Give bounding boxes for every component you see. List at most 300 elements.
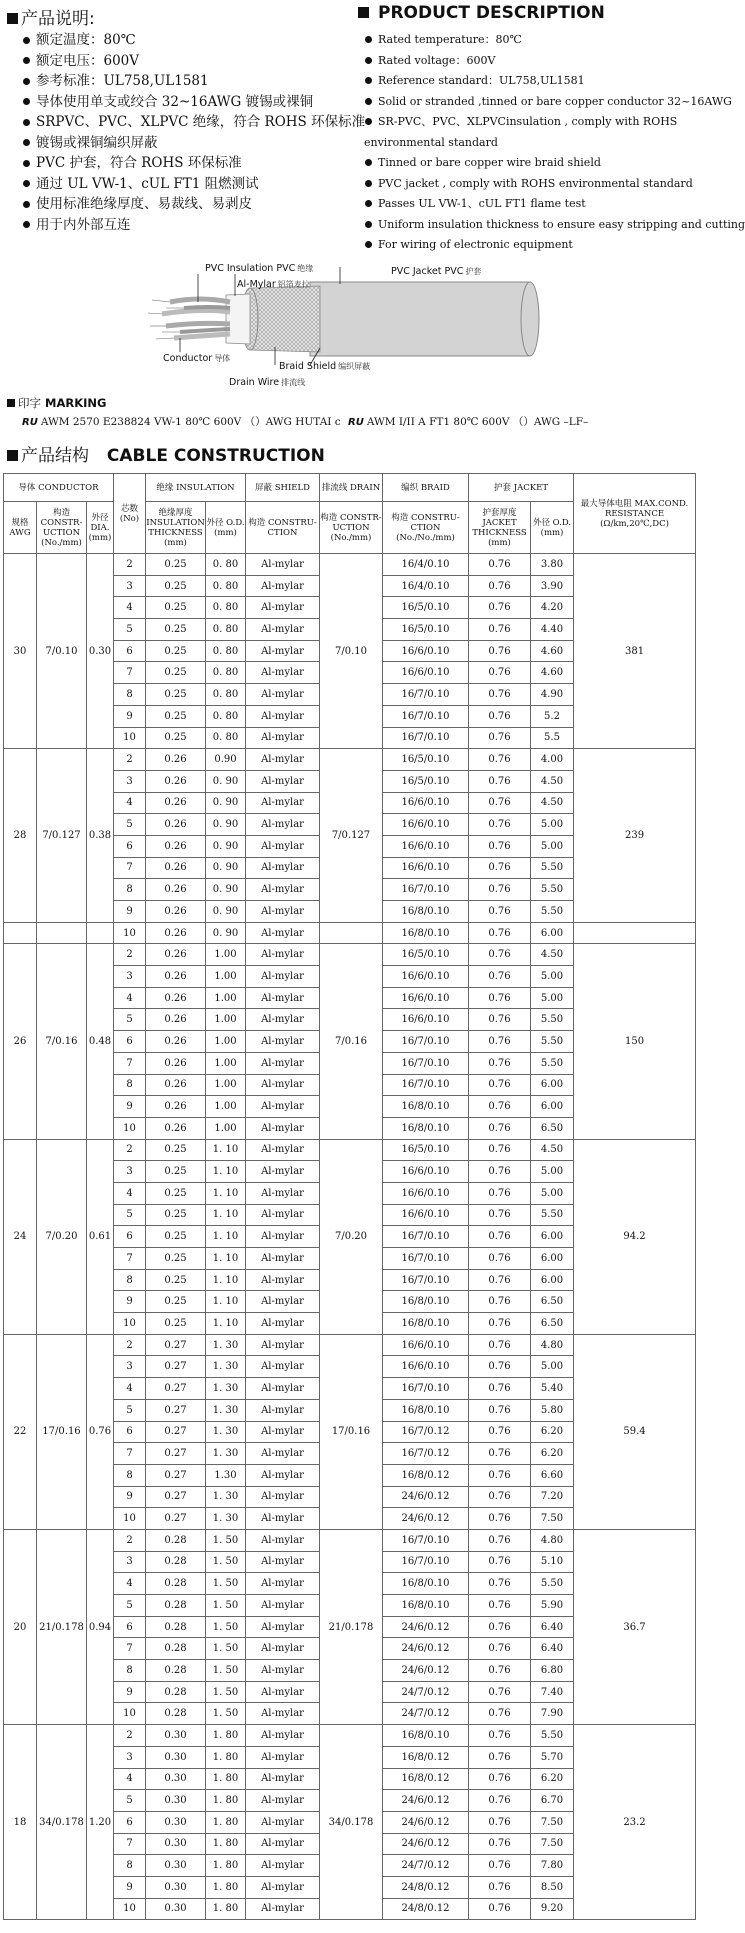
cell-cores: 6 xyxy=(114,1421,146,1443)
cell-braid: 16/5/0.10 xyxy=(383,1139,469,1161)
label-conductor: Conductor 导体 xyxy=(163,353,231,364)
cable-construction-table xyxy=(3,473,696,1920)
cell-cores: 10 xyxy=(114,1703,146,1725)
cell-ins-thick: 0.26 xyxy=(146,1074,206,1096)
cell-awg: 20 xyxy=(4,1529,37,1724)
cell-drain: 21/0.178 xyxy=(320,1529,383,1724)
cell-shield: Al-mylar xyxy=(246,1356,320,1378)
cell-jacket-od: 4.50 xyxy=(531,944,574,966)
header-shield-constr: 构造 CONSTRU-CTION xyxy=(246,502,320,554)
cell-shield: Al-mylar xyxy=(246,1768,320,1790)
cell-ins-od: 0.90 xyxy=(206,749,246,771)
header-jacket-od: 外径 O.D. (mm) xyxy=(531,502,574,554)
cell-jacket-od: 4.80 xyxy=(531,1529,574,1551)
cell-braid: 16/4/0.10 xyxy=(383,575,469,597)
cell-awg: 18 xyxy=(4,1725,37,1920)
cell-cores: 9 xyxy=(114,1486,146,1508)
cell-braid: 16/8/0.12 xyxy=(383,1746,469,1768)
cell-jacket-thick: 0.76 xyxy=(469,1595,531,1617)
cell-cond-constr: 34/0.178 xyxy=(37,1725,87,1920)
cell-ins-thick: 0.25 xyxy=(146,1161,206,1183)
bullet-icon xyxy=(365,77,372,84)
cell-cores: 8 xyxy=(114,1660,146,1682)
cell-ins-od: 0. 80 xyxy=(206,684,246,706)
cell-ins-thick: 0.26 xyxy=(146,1096,206,1118)
bullet-icon xyxy=(365,159,372,166)
cell-drain: 7/0.127 xyxy=(320,749,383,923)
cell-shield: Al-mylar xyxy=(246,1725,320,1747)
cell-braid: 16/6/0.10 xyxy=(383,1204,469,1226)
bullet-icon xyxy=(365,221,372,228)
cell-ins-od: 1. 50 xyxy=(206,1660,246,1682)
cell-ins-od: 1. 50 xyxy=(206,1638,246,1660)
cell-shield: Al-mylar xyxy=(246,684,320,706)
cell-jacket-thick: 0.76 xyxy=(469,1551,531,1573)
cell-jacket-thick: 0.76 xyxy=(469,1746,531,1768)
cell-ins-thick: 0.30 xyxy=(146,1833,206,1855)
cell-braid: 16/7/0.10 xyxy=(383,684,469,706)
bullet-icon xyxy=(365,57,372,64)
cell-cond-constr: 7/0.127 xyxy=(37,749,87,923)
cell-braid: 16/6/0.10 xyxy=(383,857,469,879)
cell-ins-od: 0. 80 xyxy=(206,727,246,749)
cell-ins-od: 0. 80 xyxy=(206,640,246,662)
cell-jacket-thick: 0.76 xyxy=(469,922,531,944)
cell-braid: 16/6/0.10 xyxy=(383,1182,469,1204)
cell-shield: Al-mylar xyxy=(246,966,320,988)
cell-ins-od: 0. 90 xyxy=(206,792,246,814)
cell-cores: 7 xyxy=(114,1443,146,1465)
cell-shield: Al-mylar xyxy=(246,1182,320,1204)
table-row xyxy=(4,1139,696,1161)
cell-cond-constr: 7/0.20 xyxy=(37,1139,87,1334)
cell-shield: Al-mylar xyxy=(246,1334,320,1356)
cell-jacket-thick: 0.76 xyxy=(469,1638,531,1660)
cell-jacket-od: 4.20 xyxy=(531,597,574,619)
bullet-icon xyxy=(23,57,30,64)
cell-ins-od: 1. 50 xyxy=(206,1529,246,1551)
cell-jacket-thick: 0.76 xyxy=(469,1464,531,1486)
cell-ins-od: 0. 90 xyxy=(206,901,246,923)
cell-jacket-od: 5.80 xyxy=(531,1399,574,1421)
cell-jacket-thick: 0.76 xyxy=(469,1052,531,1074)
cell-jacket-od: 6.20 xyxy=(531,1443,574,1465)
desc-cn-list xyxy=(22,30,365,235)
cell-cores: 8 xyxy=(114,879,146,901)
cell-jacket-od: 6.50 xyxy=(531,1291,574,1313)
cell-cores: 4 xyxy=(114,1378,146,1400)
cell-resistance: 150 xyxy=(574,944,696,1139)
cell-jacket-od: 7.80 xyxy=(531,1855,574,1877)
cell-jacket-od: 4.60 xyxy=(531,640,574,662)
cell-cores: 5 xyxy=(114,1595,146,1617)
cell-ins-thick: 0.28 xyxy=(146,1638,206,1660)
cell-shield: Al-mylar xyxy=(246,1551,320,1573)
cell-ins-od: 1. 50 xyxy=(206,1551,246,1573)
list-item: PVC jacket , comply with ROHS environmental standard xyxy=(364,174,694,195)
cell-ins-od: 0. 80 xyxy=(206,705,246,727)
cell-jacket-thick: 0.76 xyxy=(469,554,531,576)
ul-logo-icon: RU xyxy=(348,417,364,428)
cell-shield: Al-mylar xyxy=(246,1681,320,1703)
header-ins-thick: 绝缘厚度 INSULATION THICKNESS (mm) xyxy=(146,502,206,554)
cell-jacket-thick: 0.76 xyxy=(469,1031,531,1053)
cell-jacket-od: 7.40 xyxy=(531,1681,574,1703)
cell-jacket-thick: 0.76 xyxy=(469,1248,531,1270)
cell-jacket-thick: 0.76 xyxy=(469,749,531,771)
empty-cell xyxy=(574,922,696,944)
cell-cores: 6 xyxy=(114,640,146,662)
cell-jacket-od: 4.50 xyxy=(531,770,574,792)
cell-cores: 6 xyxy=(114,1226,146,1248)
cell-cores: 4 xyxy=(114,1768,146,1790)
cell-ins-od: 0. 90 xyxy=(206,770,246,792)
cell-shield: Al-mylar xyxy=(246,1378,320,1400)
cell-cores: 2 xyxy=(114,554,146,576)
cell-braid: 16/5/0.10 xyxy=(383,770,469,792)
bullet-icon xyxy=(365,180,372,187)
cell-braid: 16/5/0.10 xyxy=(383,597,469,619)
cell-ins-od: 1. 10 xyxy=(206,1182,246,1204)
cell-jacket-od: 5.5 xyxy=(531,727,574,749)
cell-braid: 16/7/0.10 xyxy=(383,1052,469,1074)
cell-jacket-thick: 0.76 xyxy=(469,879,531,901)
braid-shield-shape xyxy=(250,286,320,352)
cell-braid: 16/8/0.10 xyxy=(383,901,469,923)
cell-ins-thick: 0.26 xyxy=(146,901,206,923)
cell-ins-od: 0. 80 xyxy=(206,619,246,641)
cell-cores: 3 xyxy=(114,1746,146,1768)
cell-braid: 16/7/0.10 xyxy=(383,879,469,901)
cell-ins-thick: 0.26 xyxy=(146,749,206,771)
cell-cores: 5 xyxy=(114,1009,146,1031)
list-item: 用于内外部互连 xyxy=(22,215,365,236)
bullet-icon xyxy=(23,221,30,228)
cell-shield: Al-mylar xyxy=(246,857,320,879)
cell-braid: 24/6/0.12 xyxy=(383,1508,469,1530)
cell-braid: 24/6/0.12 xyxy=(383,1660,469,1682)
empty-cell xyxy=(37,922,87,944)
cell-jacket-od: 6.20 xyxy=(531,1768,574,1790)
table-row xyxy=(4,1334,696,1356)
header-jacket: 护套 JACKET xyxy=(469,474,574,502)
cell-jacket-thick: 0.76 xyxy=(469,1226,531,1248)
header-awg: 规格 AWG xyxy=(4,502,37,554)
cell-ins-od: 1. 50 xyxy=(206,1573,246,1595)
cell-jacket-thick: 0.76 xyxy=(469,901,531,923)
cell-ins-od: 1.00 xyxy=(206,1031,246,1053)
list-item: SR-PVC、PVC、XLPVCinsulation , comply with ROHS environmental standard xyxy=(364,115,678,149)
cell-ins-thick: 0.27 xyxy=(146,1508,206,1530)
cell-ins-thick: 0.26 xyxy=(146,770,206,792)
cell-jacket-od: 4.90 xyxy=(531,684,574,706)
cell-ins-thick: 0.25 xyxy=(146,1226,206,1248)
cell-jacket-od: 6.60 xyxy=(531,1464,574,1486)
cell-shield: Al-mylar xyxy=(246,749,320,771)
cell-jacket-thick: 0.76 xyxy=(469,640,531,662)
cell-ins-thick: 0.27 xyxy=(146,1356,206,1378)
pvc-jacket-shape xyxy=(310,282,535,356)
label-al-mylar: Al-Mylar 铝箔麦拉 xyxy=(237,279,310,290)
cell-jacket-thick: 0.76 xyxy=(469,1790,531,1812)
cell-braid: 16/6/0.10 xyxy=(383,662,469,684)
cell-shield: Al-mylar xyxy=(246,1746,320,1768)
cell-ins-thick: 0.27 xyxy=(146,1334,206,1356)
cell-ins-thick: 0.25 xyxy=(146,619,206,641)
cell-ins-od: 1. 50 xyxy=(206,1616,246,1638)
empty-cell xyxy=(87,922,114,944)
label-drain-wire: Drain Wire 排流线 xyxy=(229,377,306,388)
cell-jacket-thick: 0.76 xyxy=(469,1616,531,1638)
cell-braid: 16/8/0.12 xyxy=(383,1768,469,1790)
cell-cores: 9 xyxy=(114,705,146,727)
cell-ins-od: 1.00 xyxy=(206,1052,246,1074)
cell-jacket-thick: 0.76 xyxy=(469,1117,531,1139)
cell-ins-od: 1. 50 xyxy=(206,1595,246,1617)
cell-ins-thick: 0.30 xyxy=(146,1876,206,1898)
cell-jacket-thick: 0.76 xyxy=(469,1725,531,1747)
cell-jacket-od: 5.10 xyxy=(531,1551,574,1573)
cell-jacket-od: 7.50 xyxy=(531,1811,574,1833)
cell-cores: 6 xyxy=(114,1031,146,1053)
header-drain-constr: 构造 CONSTR-UCTION (No./mm) xyxy=(320,502,383,554)
cell-jacket-thick: 0.76 xyxy=(469,987,531,1009)
cell-shield: Al-mylar xyxy=(246,1009,320,1031)
bullet-icon xyxy=(365,118,372,125)
cell-ins-od: 1. 80 xyxy=(206,1876,246,1898)
cell-resistance: 23.2 xyxy=(574,1725,696,1920)
cell-braid: 16/8/0.10 xyxy=(383,1595,469,1617)
cell-ins-od: 1. 30 xyxy=(206,1356,246,1378)
cell-braid: 16/6/0.10 xyxy=(383,1334,469,1356)
cell-braid: 16/6/0.10 xyxy=(383,814,469,836)
cell-jacket-thick: 0.76 xyxy=(469,1161,531,1183)
list-item: Rated temperature：80℃ xyxy=(364,30,694,51)
cell-cond-dia: 0.48 xyxy=(87,944,114,1139)
cell-cores: 7 xyxy=(114,857,146,879)
cell-shield: Al-mylar xyxy=(246,640,320,662)
cell-shield: Al-mylar xyxy=(246,901,320,923)
table-row xyxy=(4,554,696,576)
cell-shield: Al-mylar xyxy=(246,1313,320,1335)
cell-shield: Al-mylar xyxy=(246,814,320,836)
cell-drain: 7/0.16 xyxy=(320,944,383,1139)
header-cond-dia: 外径 DIA. (mm) xyxy=(87,502,114,554)
cell-jacket-thick: 0.76 xyxy=(469,662,531,684)
cell-shield: Al-mylar xyxy=(246,597,320,619)
cell-cores: 5 xyxy=(114,814,146,836)
cell-braid: 24/7/0.12 xyxy=(383,1855,469,1877)
cell-cores: 7 xyxy=(114,1833,146,1855)
list-item: 通过 UL VW-1、cUL FT1 阻燃测试 xyxy=(22,174,365,195)
cell-resistance: 381 xyxy=(574,554,696,749)
cell-shield: Al-mylar xyxy=(246,575,320,597)
table-row xyxy=(4,1529,696,1551)
cell-cond-constr: 21/0.178 xyxy=(37,1529,87,1724)
cell-resistance: 94.2 xyxy=(574,1139,696,1334)
cell-shield: Al-mylar xyxy=(246,1811,320,1833)
cell-braid: 16/6/0.10 xyxy=(383,966,469,988)
cell-cores: 5 xyxy=(114,1204,146,1226)
cell-jacket-thick: 0.76 xyxy=(469,1074,531,1096)
cell-cores: 3 xyxy=(114,770,146,792)
cell-shield: Al-mylar xyxy=(246,1117,320,1139)
cell-shield: Al-mylar xyxy=(246,1876,320,1898)
cell-shield: Al-mylar xyxy=(246,554,320,576)
cell-ins-thick: 0.27 xyxy=(146,1421,206,1443)
cell-cores: 5 xyxy=(114,1399,146,1421)
cell-shield: Al-mylar xyxy=(246,1660,320,1682)
cell-jacket-od: 6.50 xyxy=(531,1117,574,1139)
cell-cond-dia: 1.20 xyxy=(87,1725,114,1920)
empty-cell xyxy=(4,922,37,944)
cell-braid: 16/6/0.10 xyxy=(383,987,469,1009)
cell-cores: 2 xyxy=(114,1725,146,1747)
cell-jacket-od: 5.00 xyxy=(531,1182,574,1204)
cell-ins-od: 1. 10 xyxy=(206,1204,246,1226)
bullet-icon xyxy=(365,36,372,43)
cell-jacket-od: 6.00 xyxy=(531,1074,574,1096)
cell-shield: Al-mylar xyxy=(246,1638,320,1660)
cell-jacket-thick: 0.76 xyxy=(469,619,531,641)
cell-drain: 7/0.10 xyxy=(320,554,383,749)
cell-drain: 17/0.16 xyxy=(320,1334,383,1529)
cell-ins-thick: 0.26 xyxy=(146,1031,206,1053)
cell-ins-thick: 0.25 xyxy=(146,1182,206,1204)
cell-ins-thick: 0.30 xyxy=(146,1855,206,1877)
cell-cores: 6 xyxy=(114,835,146,857)
cell-ins-od: 0. 90 xyxy=(206,879,246,901)
cell-ins-thick: 0.26 xyxy=(146,944,206,966)
cell-ins-od: 0. 80 xyxy=(206,662,246,684)
cell-ins-thick: 0.26 xyxy=(146,1009,206,1031)
cell-shield: Al-mylar xyxy=(246,987,320,1009)
cell-jacket-thick: 0.76 xyxy=(469,1681,531,1703)
jacket-end-shape xyxy=(521,282,539,356)
cell-drain: 34/0.178 xyxy=(320,1725,383,1920)
cell-ins-thick: 0.28 xyxy=(146,1703,206,1725)
cell-cores: 9 xyxy=(114,901,146,923)
conductor-strands xyxy=(148,300,184,339)
cell-cond-constr: 7/0.10 xyxy=(37,554,87,749)
cell-ins-thick: 0.27 xyxy=(146,1443,206,1465)
cell-ins-od: 0. 80 xyxy=(206,554,246,576)
marking-text: RU AWM 2570 E238824 VW-1 80℃ 600V （）AWG HUTAI c RU AWM I/II A FT1 80℃ 600V （）AWG –LF– xyxy=(22,416,589,428)
cell-jacket-od: 4.40 xyxy=(531,619,574,641)
cell-ins-thick: 0.26 xyxy=(146,879,206,901)
cell-shield: Al-mylar xyxy=(246,1529,320,1551)
list-item: Passes UL VW-1、cUL FT1 flame test xyxy=(364,194,694,215)
bullet-icon xyxy=(23,119,30,126)
cell-jacket-od: 5.50 xyxy=(531,1009,574,1031)
cell-jacket-od: 7.90 xyxy=(531,1703,574,1725)
cell-jacket-od: 5.00 xyxy=(531,835,574,857)
list-item: 导体使用单支或绞合 32~16AWG 镀锡或裸铜 xyxy=(22,92,365,113)
cell-cores: 9 xyxy=(114,1096,146,1118)
marking-title: 印字 MARKING xyxy=(7,395,106,411)
cell-jacket-thick: 0.76 xyxy=(469,770,531,792)
cell-jacket-od: 6.00 xyxy=(531,1226,574,1248)
cell-jacket-od: 5.90 xyxy=(531,1595,574,1617)
cell-ins-od: 0. 80 xyxy=(206,575,246,597)
cell-resistance: 239 xyxy=(574,749,696,923)
cell-shield: Al-mylar xyxy=(246,1074,320,1096)
cell-cores: 2 xyxy=(114,1334,146,1356)
cell-ins-od: 1.00 xyxy=(206,966,246,988)
label-pvc-insulation: PVC Insulation PVC 绝缘 xyxy=(205,263,314,274)
ul-logo-icon: RU xyxy=(22,417,38,428)
cell-jacket-od: 5.50 xyxy=(531,1573,574,1595)
cell-braid: 16/5/0.10 xyxy=(383,749,469,771)
cell-ins-thick: 0.30 xyxy=(146,1725,206,1747)
cell-jacket-od: 6.40 xyxy=(531,1616,574,1638)
cell-shield: Al-mylar xyxy=(246,922,320,944)
cell-ins-od: 1.30 xyxy=(206,1464,246,1486)
cell-cores: 7 xyxy=(114,662,146,684)
cell-ins-thick: 0.30 xyxy=(146,1790,206,1812)
cell-jacket-od: 3.80 xyxy=(531,554,574,576)
cell-cores: 10 xyxy=(114,727,146,749)
bullet-icon xyxy=(23,98,30,105)
cell-jacket-thick: 0.76 xyxy=(469,1876,531,1898)
cell-ins-od: 1.00 xyxy=(206,1074,246,1096)
cell-jacket-od: 5.50 xyxy=(531,857,574,879)
cell-cores: 8 xyxy=(114,1074,146,1096)
cell-ins-od: 1. 80 xyxy=(206,1725,246,1747)
cell-shield: Al-mylar xyxy=(246,1399,320,1421)
cell-braid: 24/8/0.12 xyxy=(383,1898,469,1920)
cell-jacket-thick: 0.76 xyxy=(469,1139,531,1161)
cell-jacket-thick: 0.76 xyxy=(469,814,531,836)
cell-cores: 8 xyxy=(114,1464,146,1486)
cell-ins-thick: 0.25 xyxy=(146,575,206,597)
cell-shield: Al-mylar xyxy=(246,1248,320,1270)
cell-ins-od: 1. 80 xyxy=(206,1811,246,1833)
cell-braid: 16/8/0.10 xyxy=(383,1573,469,1595)
list-item: Solid or stranded ,tinned or bare copper conductor 32~16AWG xyxy=(364,92,694,113)
cell-braid: 16/7/0.10 xyxy=(383,1226,469,1248)
cell-jacket-thick: 0.76 xyxy=(469,1421,531,1443)
cell-jacket-thick: 0.76 xyxy=(469,684,531,706)
cell-braid: 16/7/0.10 xyxy=(383,1031,469,1053)
cell-ins-od: 1.00 xyxy=(206,987,246,1009)
bullet-icon xyxy=(23,201,30,208)
cell-cores: 10 xyxy=(114,922,146,944)
list-item: Tinned or bare copper wire braid shield xyxy=(364,153,694,174)
square-bullet-icon xyxy=(7,450,18,461)
cell-ins-od: 1. 30 xyxy=(206,1443,246,1465)
cell-ins-thick: 0.28 xyxy=(146,1595,206,1617)
cell-ins-thick: 0.28 xyxy=(146,1551,206,1573)
cell-ins-thick: 0.28 xyxy=(146,1660,206,1682)
cell-shield: Al-mylar xyxy=(246,1855,320,1877)
cell-jacket-od: 5.50 xyxy=(531,1031,574,1053)
cell-shield: Al-mylar xyxy=(246,879,320,901)
cell-ins-thick: 0.25 xyxy=(146,705,206,727)
cell-ins-thick: 0.30 xyxy=(146,1746,206,1768)
header-resistance: 最大导体电阻 MAX.COND. RESISTANCE (Ω/km,20℃,DC) xyxy=(574,474,696,554)
cell-jacket-thick: 0.76 xyxy=(469,575,531,597)
cell-ins-od: 1. 10 xyxy=(206,1226,246,1248)
cell-ins-thick: 0.25 xyxy=(146,1139,206,1161)
label-pvc-jacket: PVC Jacket PVC 护套 xyxy=(391,266,482,277)
cell-ins-thick: 0.28 xyxy=(146,1529,206,1551)
cell-cond-dia: 0.30 xyxy=(87,554,114,749)
header-braid: 编织 BRAID xyxy=(383,474,469,502)
cell-braid: 16/7/0.10 xyxy=(383,727,469,749)
cell-cores: 2 xyxy=(114,944,146,966)
list-item: 使用标准绝缘厚度、易裁线、易剥皮 xyxy=(22,194,365,215)
